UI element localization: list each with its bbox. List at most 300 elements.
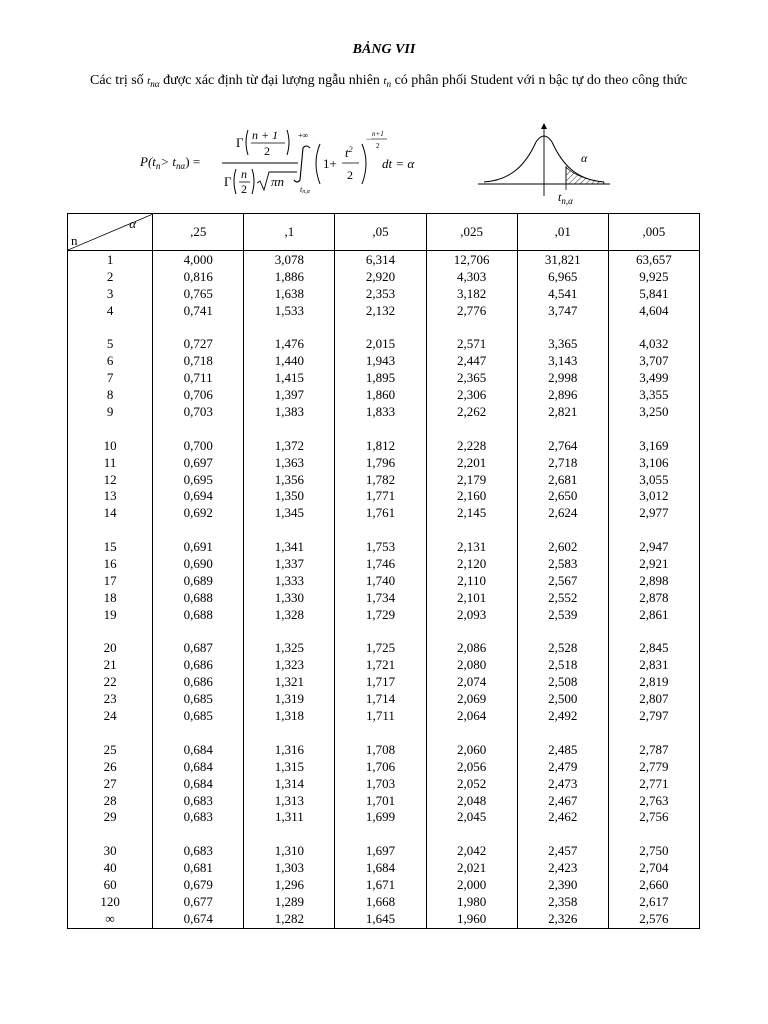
table-cell: 1,296 bbox=[274, 876, 304, 892]
table-cell: 1,303 bbox=[274, 860, 304, 876]
table-cell: 2,681 bbox=[548, 471, 578, 487]
table-cell: 1,645 bbox=[365, 910, 396, 926]
table-cell: 2,179 bbox=[456, 471, 487, 487]
group-spacer bbox=[244, 725, 334, 742]
table-cell: 4,000 bbox=[183, 252, 213, 267]
group-spacer bbox=[427, 624, 517, 641]
table-cell: 3,078 bbox=[274, 252, 304, 267]
table-cell: 4,604 bbox=[639, 302, 669, 318]
group-spacer bbox=[609, 421, 699, 438]
n-value: 9 bbox=[106, 404, 114, 420]
table-cell: 0,679 bbox=[183, 876, 213, 892]
table-cell: 2,326 bbox=[548, 910, 578, 926]
formula-t2-den: 2 bbox=[347, 168, 353, 182]
table-cell: 0,711 bbox=[183, 370, 213, 386]
table-cell: 1,289 bbox=[274, 893, 304, 909]
table-cell: 63,657 bbox=[636, 252, 672, 267]
group-spacer bbox=[518, 826, 608, 843]
table-cell: 2,462 bbox=[548, 809, 578, 825]
value-column bbox=[608, 251, 699, 929]
table-cell: 2,500 bbox=[548, 691, 578, 707]
table-cell: 1,782 bbox=[365, 471, 396, 487]
group-spacer bbox=[518, 320, 608, 337]
formula-t2: $t^2$ bbox=[345, 145, 353, 160]
n-value: 27 bbox=[103, 775, 117, 791]
table-cell: 0,690 bbox=[183, 556, 213, 572]
table-cell: 1,325 bbox=[274, 640, 304, 656]
formula-dt-eq: dt = α bbox=[382, 156, 415, 171]
column-header: ,05 bbox=[335, 214, 426, 251]
table-cell: 3,707 bbox=[639, 353, 669, 369]
n-value: 8 bbox=[106, 387, 114, 403]
table-cell: 1,753 bbox=[365, 539, 396, 555]
table-cell: 1,734 bbox=[365, 589, 396, 605]
table-cell: 0,681 bbox=[183, 860, 213, 876]
table-cell: 3,355 bbox=[639, 387, 669, 403]
group-spacer bbox=[518, 624, 608, 641]
table-body-row bbox=[68, 251, 700, 929]
table-cell: 2,101 bbox=[456, 589, 487, 605]
table-cell: 2,447 bbox=[456, 353, 487, 369]
table-cell: 1,330 bbox=[274, 589, 304, 605]
table-cell: 1,980 bbox=[456, 893, 487, 909]
table-cell: 1,323 bbox=[274, 657, 304, 673]
table-cell: 0,686 bbox=[183, 657, 213, 673]
table-cell: 1,316 bbox=[274, 741, 304, 757]
table-cell: 0,718 bbox=[183, 353, 213, 369]
group-spacer bbox=[244, 826, 334, 843]
group-spacer bbox=[68, 320, 152, 337]
table-cell: 2,861 bbox=[639, 606, 669, 622]
exponent-den: 2 bbox=[376, 142, 380, 150]
table-cell: 2,764 bbox=[548, 437, 578, 453]
integral-lower: tn,α bbox=[300, 185, 310, 195]
group-spacer bbox=[68, 421, 152, 438]
n-column bbox=[68, 251, 153, 929]
n-value: 23 bbox=[103, 691, 117, 707]
table-header-row bbox=[68, 214, 700, 251]
table-cell: 1,333 bbox=[274, 572, 304, 588]
table-cell: 1,771 bbox=[365, 488, 396, 504]
table-cell: 4,032 bbox=[639, 336, 669, 352]
table-cell: 0,741 bbox=[183, 302, 213, 318]
group-spacer bbox=[518, 725, 608, 742]
n-value: 20 bbox=[103, 640, 117, 656]
group-spacer bbox=[427, 421, 517, 438]
column-header: ,025 bbox=[426, 214, 517, 251]
table-cell: 2,074 bbox=[456, 674, 487, 690]
corner-n: n bbox=[71, 233, 78, 248]
group-spacer bbox=[427, 320, 517, 337]
table-cell: 1,533 bbox=[274, 302, 304, 318]
n-value: 5 bbox=[106, 336, 114, 352]
table-cell: 2,423 bbox=[548, 860, 578, 876]
group-spacer bbox=[335, 725, 425, 742]
table-cell: 2,064 bbox=[456, 708, 487, 724]
table-cell: 1,708 bbox=[365, 741, 396, 757]
intro-paragraph bbox=[70, 70, 700, 95]
n-value: 30 bbox=[103, 843, 117, 859]
table-cell: 2,093 bbox=[456, 606, 487, 622]
table-cell: 2,000 bbox=[456, 876, 487, 892]
table-cell: 2,160 bbox=[456, 488, 487, 504]
n-value: 12 bbox=[103, 471, 117, 487]
table-cell: 1,363 bbox=[274, 454, 304, 470]
table-cell: 0,688 bbox=[183, 606, 213, 622]
table-cell: 2,390 bbox=[548, 876, 578, 892]
table-cell: 2,576 bbox=[639, 910, 669, 926]
n-value: 15 bbox=[103, 539, 117, 555]
table-cell: 0,684 bbox=[183, 758, 213, 774]
table-cell: 2,120 bbox=[456, 556, 487, 572]
table-cell: 1,886 bbox=[274, 268, 304, 284]
group-spacer bbox=[518, 421, 608, 438]
table-cell: 2,045 bbox=[456, 809, 487, 825]
table-cell: 2,571 bbox=[456, 336, 487, 352]
table-cell: 2,920 bbox=[365, 268, 396, 284]
n-value: 26 bbox=[103, 758, 117, 774]
n-value: 120 bbox=[100, 893, 120, 909]
table-cell: 2,567 bbox=[548, 572, 578, 588]
table-cell: 0,683 bbox=[183, 843, 213, 859]
n-value: 60 bbox=[103, 876, 117, 892]
table-cell: 2,353 bbox=[365, 285, 396, 301]
table-cell: 3,250 bbox=[639, 404, 669, 420]
group-spacer bbox=[68, 725, 152, 742]
table-cell: 2,467 bbox=[548, 792, 578, 808]
intro-text-2: được xác định từ đại lượng ngẫu nhiên bbox=[163, 73, 380, 88]
table-cell: 0,706 bbox=[183, 387, 213, 403]
table-cell: 0,700 bbox=[183, 437, 213, 453]
table-cell: 1,321 bbox=[274, 674, 304, 690]
table-cell: 2,583 bbox=[548, 556, 578, 572]
group-spacer bbox=[153, 826, 243, 843]
formula-num-2: 2 bbox=[264, 144, 270, 158]
gamma-symbol-top: Γ bbox=[236, 135, 244, 150]
table-cell: 1,895 bbox=[365, 370, 396, 386]
value-column bbox=[426, 251, 517, 929]
n-value: 7 bbox=[106, 370, 114, 386]
n-value: 25 bbox=[103, 741, 117, 757]
table-cell: 6,965 bbox=[548, 268, 578, 284]
table-cell: 1,703 bbox=[365, 775, 396, 791]
table-cell: 1,318 bbox=[274, 708, 304, 724]
formula-one-plus: 1+ bbox=[323, 156, 337, 171]
table-cell: 2,878 bbox=[639, 589, 669, 605]
table-cell: 1,714 bbox=[365, 691, 396, 707]
student-t-table bbox=[67, 213, 700, 929]
gamma-symbol-bottom: Γ bbox=[224, 174, 232, 189]
group-spacer bbox=[335, 624, 425, 641]
table-cell: 2,771 bbox=[639, 775, 669, 791]
n-value: 24 bbox=[103, 708, 117, 724]
group-spacer bbox=[335, 421, 425, 438]
table-cell: 2,131 bbox=[456, 539, 487, 555]
n-value: 1 bbox=[106, 252, 114, 267]
table-cell: 2,977 bbox=[639, 505, 669, 521]
table-cell: 2,552 bbox=[548, 589, 578, 605]
n-value: 29 bbox=[103, 809, 117, 825]
table-cell: 1,711 bbox=[366, 708, 395, 724]
table-cell: 1,960 bbox=[456, 910, 487, 926]
table-cell: 2,998 bbox=[548, 370, 578, 386]
column-header: ,01 bbox=[517, 214, 608, 251]
table-cell: 3,365 bbox=[548, 336, 578, 352]
formula-num-top: n + 1 bbox=[252, 128, 279, 142]
table-cell: 0,683 bbox=[183, 809, 213, 825]
table-cell: 5,841 bbox=[639, 285, 669, 301]
corner-alpha: α bbox=[129, 216, 137, 231]
table-cell: 1,796 bbox=[365, 454, 396, 470]
table-cell: 2,145 bbox=[456, 505, 487, 521]
group-spacer bbox=[68, 826, 152, 843]
table-cell: 0,684 bbox=[183, 741, 213, 757]
table-cell: 2,617 bbox=[639, 893, 669, 909]
n-value: 19 bbox=[103, 606, 117, 622]
table-cell: 1,315 bbox=[274, 758, 304, 774]
intro-text-3: có phân phối Student với n bậc tự do theo công thức bbox=[394, 73, 688, 88]
table-cell: 1,397 bbox=[274, 387, 304, 403]
table-cell: 1,684 bbox=[365, 860, 396, 876]
table-cell: 2,201 bbox=[456, 454, 487, 470]
table-cell: 2,660 bbox=[639, 876, 669, 892]
table-cell: 3,143 bbox=[548, 353, 578, 369]
table-cell: 2,539 bbox=[548, 606, 578, 622]
table-cell: 2,080 bbox=[456, 657, 487, 673]
table-cell: 1,729 bbox=[365, 606, 396, 622]
table-cell: 1,372 bbox=[274, 437, 304, 453]
table-cell: 1,282 bbox=[274, 910, 304, 926]
table-cell: 0,687 bbox=[183, 640, 213, 656]
exponent-minus: − bbox=[366, 134, 372, 144]
table-cell: 2,306 bbox=[456, 387, 487, 403]
table-cell: 2,015 bbox=[365, 336, 396, 352]
table-cell: 2,056 bbox=[456, 758, 487, 774]
n-value: 22 bbox=[103, 674, 117, 690]
group-spacer bbox=[153, 725, 243, 742]
group-spacer bbox=[244, 522, 334, 539]
table-cell: 4,303 bbox=[456, 268, 487, 284]
table-cell: 0,685 bbox=[183, 691, 213, 707]
table-cell: 1,350 bbox=[274, 488, 304, 504]
table-cell: 2,704 bbox=[639, 860, 669, 876]
intro-var-tn: $t_n$ bbox=[383, 75, 392, 90]
table-cell: 12,706 bbox=[453, 252, 490, 267]
table-cell: 0,688 bbox=[183, 589, 213, 605]
table-cell: 2,069 bbox=[456, 691, 487, 707]
table-cell: 1,671 bbox=[365, 876, 396, 892]
table-cell: 0,685 bbox=[183, 708, 213, 724]
table-cell: 2,819 bbox=[639, 674, 669, 690]
table-cell: 3,747 bbox=[548, 302, 578, 318]
table-cell: 2,528 bbox=[548, 640, 578, 656]
table-cell: 0,677 bbox=[183, 893, 213, 909]
group-spacer bbox=[244, 624, 334, 641]
table-cell: 1,341 bbox=[274, 539, 304, 555]
n-value: 13 bbox=[103, 488, 117, 504]
table-cell: 2,650 bbox=[548, 488, 578, 504]
intro-text-1: Các trị số bbox=[90, 73, 144, 88]
table-cell: 1,812 bbox=[365, 437, 396, 453]
figure-t-label: $t_{n,\alpha}$ bbox=[558, 190, 573, 206]
table-cell: 1,697 bbox=[365, 843, 396, 859]
table-cell: 1,638 bbox=[274, 285, 304, 301]
table-cell: 2,947 bbox=[639, 539, 669, 555]
intro-var-tna: $t_{n\alpha}$ bbox=[147, 75, 160, 90]
value-column bbox=[153, 251, 244, 929]
table-cell: 2,048 bbox=[456, 792, 487, 808]
table-cell: 2,898 bbox=[639, 572, 669, 588]
table-cell: 31,821 bbox=[544, 252, 581, 267]
n-value: 17 bbox=[103, 572, 117, 588]
group-spacer bbox=[335, 826, 425, 843]
table-cell: 2,508 bbox=[548, 674, 578, 690]
table-cell: 2,358 bbox=[548, 893, 578, 909]
table-cell: 0,697 bbox=[183, 454, 213, 470]
arrowhead-icon bbox=[541, 123, 547, 129]
table-cell: 3,012 bbox=[639, 488, 669, 504]
table-cell: 2,718 bbox=[548, 454, 578, 470]
group-spacer bbox=[609, 624, 699, 641]
table-cell: 2,831 bbox=[639, 657, 669, 673]
table-cell: 1,943 bbox=[365, 353, 396, 369]
group-spacer bbox=[153, 624, 243, 641]
n-value: 28 bbox=[103, 792, 117, 808]
table-cell: 1,761 bbox=[365, 505, 396, 521]
n-value: 10 bbox=[103, 437, 117, 453]
table-cell: 1,313 bbox=[274, 792, 304, 808]
table-cell: 3,499 bbox=[639, 370, 669, 386]
group-spacer bbox=[68, 522, 152, 539]
table-cell: 2,365 bbox=[456, 370, 487, 386]
table-cell: 1,345 bbox=[274, 505, 304, 521]
n-value: 16 bbox=[103, 556, 117, 572]
formula-den-n: n bbox=[241, 167, 247, 181]
table-cell: 2,797 bbox=[639, 708, 669, 724]
n-value: 6 bbox=[106, 353, 114, 369]
table-cell: 0,703 bbox=[183, 404, 213, 420]
table-cell: 2,787 bbox=[639, 741, 669, 757]
group-spacer bbox=[609, 725, 699, 742]
table-cell: 1,725 bbox=[365, 640, 396, 656]
table-cell: 1,356 bbox=[274, 471, 304, 487]
table-cell: 2,086 bbox=[456, 640, 487, 656]
table-cell: 0,765 bbox=[183, 285, 213, 301]
group-spacer bbox=[153, 421, 243, 438]
formula-lhs: $P(t_n> t_{n\alpha})$ = bbox=[140, 154, 201, 171]
table-cell: 2,021 bbox=[456, 860, 487, 876]
table-cell: 0,683 bbox=[183, 792, 213, 808]
table-cell: 1,668 bbox=[365, 893, 396, 909]
n-value: 40 bbox=[103, 860, 117, 876]
table-cell: 2,750 bbox=[639, 843, 669, 859]
table-cell: 2,479 bbox=[548, 758, 578, 774]
n-value: 18 bbox=[103, 589, 117, 605]
t-distribution-figure bbox=[474, 120, 614, 208]
table-cell: 1,328 bbox=[274, 606, 304, 622]
group-spacer bbox=[609, 826, 699, 843]
table-cell: 0,686 bbox=[183, 674, 213, 690]
table-cell: 1,383 bbox=[274, 404, 304, 420]
table-cell: 2,228 bbox=[456, 437, 487, 453]
table-cell: 1,415 bbox=[274, 370, 304, 386]
table-cell: 2,060 bbox=[456, 741, 487, 757]
group-spacer bbox=[518, 522, 608, 539]
table-cell: 1,740 bbox=[365, 572, 396, 588]
group-spacer bbox=[244, 320, 334, 337]
table-cell: 1,860 bbox=[365, 387, 396, 403]
group-spacer bbox=[609, 522, 699, 539]
table-cell: 2,602 bbox=[548, 539, 578, 555]
table-cell: 2,492 bbox=[548, 708, 578, 724]
n-value: 4 bbox=[106, 302, 114, 318]
table-cell: 2,763 bbox=[639, 792, 669, 808]
table-cell: 2,821 bbox=[548, 404, 578, 420]
table-cell: 2,262 bbox=[456, 404, 487, 420]
table-cell: 4,541 bbox=[548, 285, 578, 301]
n-value: 3 bbox=[106, 285, 114, 301]
group-spacer bbox=[244, 421, 334, 438]
table-cell: 0,727 bbox=[183, 336, 213, 352]
column-header: ,1 bbox=[244, 214, 335, 251]
n-value: 21 bbox=[103, 657, 117, 673]
table-cell: 1,701 bbox=[365, 792, 396, 808]
table-cell: 1,721 bbox=[365, 657, 396, 673]
table-cell: 1,717 bbox=[365, 674, 396, 690]
group-spacer bbox=[335, 320, 425, 337]
table-cell: 2,921 bbox=[639, 556, 669, 572]
table-cell: 1,706 bbox=[365, 758, 396, 774]
group-spacer bbox=[427, 522, 517, 539]
table-cell: 1,310 bbox=[274, 843, 304, 859]
table-cell: 3,169 bbox=[639, 437, 669, 453]
student-formula bbox=[140, 122, 440, 202]
table-corner-cell bbox=[68, 214, 153, 251]
page-title: BẢNG VII bbox=[352, 42, 416, 57]
table-cell: 0,691 bbox=[183, 539, 213, 555]
table-cell: 1,337 bbox=[274, 556, 304, 572]
formula-sqrt-pin: πn bbox=[271, 174, 285, 189]
formula-den-2: 2 bbox=[241, 182, 247, 196]
table-cell: 2,756 bbox=[639, 809, 669, 825]
table-cell: 6,314 bbox=[365, 252, 396, 267]
value-column bbox=[244, 251, 335, 929]
table-cell: 1,311 bbox=[274, 809, 304, 825]
table-cell: 2,110 bbox=[457, 572, 486, 588]
exponent-num: n+1 bbox=[372, 130, 384, 138]
group-spacer bbox=[609, 320, 699, 337]
table-cell: 1,833 bbox=[365, 404, 396, 420]
table-cell: 2,807 bbox=[639, 691, 669, 707]
group-spacer bbox=[427, 826, 517, 843]
table-cell: 3,106 bbox=[639, 454, 669, 470]
table-cell: 2,518 bbox=[548, 657, 578, 673]
table-cell: 2,042 bbox=[456, 843, 487, 859]
group-spacer bbox=[427, 725, 517, 742]
table-cell: 2,485 bbox=[548, 741, 578, 757]
table-cell: 3,182 bbox=[456, 285, 487, 301]
table-cell: 9,925 bbox=[639, 268, 669, 284]
n-value: 11 bbox=[103, 454, 117, 470]
table-cell: 0,692 bbox=[183, 505, 213, 521]
group-spacer bbox=[335, 522, 425, 539]
integral-upper: +∞ bbox=[298, 131, 309, 140]
table-cell: 3,055 bbox=[639, 471, 669, 487]
table-cell: 2,896 bbox=[548, 387, 578, 403]
table-cell: 1,476 bbox=[274, 336, 304, 352]
value-column bbox=[335, 251, 426, 929]
table-cell: 1,746 bbox=[365, 556, 396, 572]
